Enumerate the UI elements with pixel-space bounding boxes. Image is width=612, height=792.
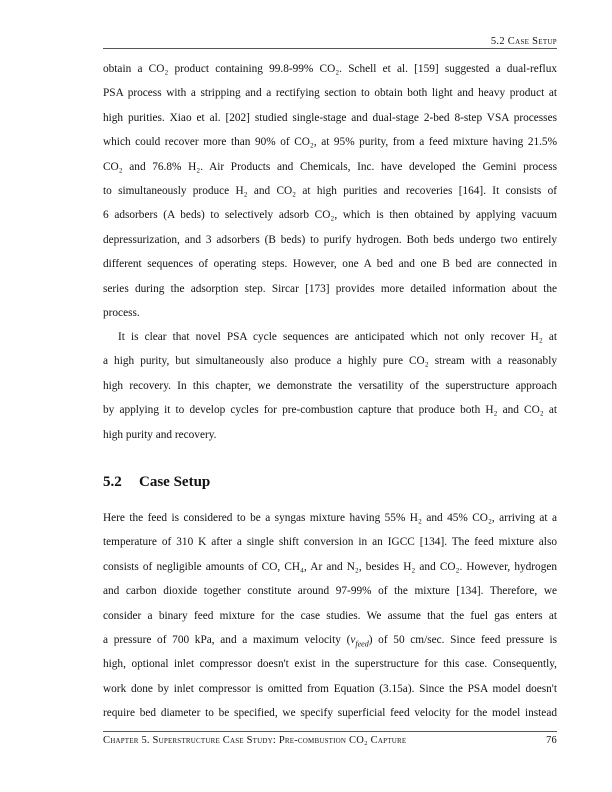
text-line: require bed diameter to be specified, we specify superficial feed velocity for the model instead (103, 707, 557, 720)
text-line: high purities. Xiao et al. [202] studied single-stage and dual-stage 2-bed 8-step VSA processes (103, 111, 557, 124)
velocity-symbol: v (350, 633, 356, 646)
text-line: to simultaneously produce H₂ and CO₂ at high purities and recoveries [164]. It consists of (103, 184, 557, 197)
section-title: Case Setup (139, 474, 211, 490)
text-line: high, optional inlet compressor doesn't exist in the superstructure for this case. Consequently, (103, 658, 557, 671)
velocity-subscript: feed (355, 639, 369, 649)
text-line: temperature of 310 K after a single shift conversion in an IGCC [134]. The feed mixture also (103, 536, 557, 549)
text-line: series during the adsorption step. Sircar [173] provides more detailed information about the (103, 282, 557, 295)
text-line (103, 628, 557, 652)
chapter-title: Chapter 5. Superstructure Case Study: Pre-combustion CO₂ Capture (103, 735, 407, 746)
text-line: It is clear that novel PSA cycle sequences are anticipated which not only recover H₂ at (118, 331, 557, 343)
text-line: CO₂ and 76.8% H₂. Air Products and Chemicals, Inc. have developed the Gemini process (103, 160, 557, 173)
paragraph-3 (103, 506, 557, 726)
text-line: Here the feed is considered to be a syngas mixture having 55% H₂ and 45% CO₂, arriving at a (103, 512, 557, 524)
text-line: consists of negligible amounts of CO, CH₄, Ar and N₂, besides H₂ and CO₂. However, hydrogen (103, 560, 557, 573)
page-footer (103, 734, 557, 748)
text-span: ) of 50 cm/sec. Since feed pressure is (368, 633, 557, 646)
section-number: 5.2 (103, 474, 122, 490)
text-line: 6 adsorbers (A beds) to selectively adsorb CO₂, which is then obtained by applying vacuum (103, 209, 557, 222)
text-line: consider a binary feed mixture for the case studies. We assume that the fuel gas enters at (103, 609, 557, 622)
text-line: PSA process with a stripping and a rectifying section to obtain both light and heavy product at (103, 87, 557, 100)
text-line: high recovery. In this chapter, we demonstrate the versatility of the superstructure approach (103, 379, 557, 392)
page-number: 76 (546, 735, 557, 746)
text-line: different sequences of operating steps. However, one A bed and one B bed are connected in (103, 258, 557, 271)
text-line: which could recover more than 90% of CO₂, at 95% purity, from a feed mixture having 21.5% (103, 136, 557, 149)
text-line: depressurization, and 3 adsorbers (B beds) to purify hydrogen. Both beds undergo two entirely (103, 233, 557, 246)
paragraph-1 (103, 57, 557, 325)
footer-rule (103, 731, 557, 732)
text-line: process. (103, 306, 140, 319)
text-line: by applying it to develop cycles for pre-combustion capture that produce both H₂ and CO₂ at (103, 404, 557, 417)
text-line: work done by inlet compressor is omitted from Equation (3.15a). Since the PSA model doesn't (103, 682, 557, 695)
header-rule (103, 48, 557, 49)
text-line: high purity and recovery. (103, 428, 217, 441)
section-heading (103, 472, 210, 492)
text-span: a pressure of 700 kPa, and a maximum velocity ( (103, 633, 351, 646)
text-line: obtain a CO₂ product containing 99.8-99% CO₂. Schell et al. [159] suggested a dual-reflux (103, 63, 557, 75)
running-header: 5.2 Case Setup (490, 36, 557, 47)
text-line: a high purity, but simultaneously also produce a highly pure CO₂ stream with a reasonably (103, 355, 557, 368)
paragraph-2 (103, 325, 557, 447)
text-line: and carbon dioxide together constitute around 97-99% of the mixture [134]. Therefore, we (103, 585, 557, 598)
